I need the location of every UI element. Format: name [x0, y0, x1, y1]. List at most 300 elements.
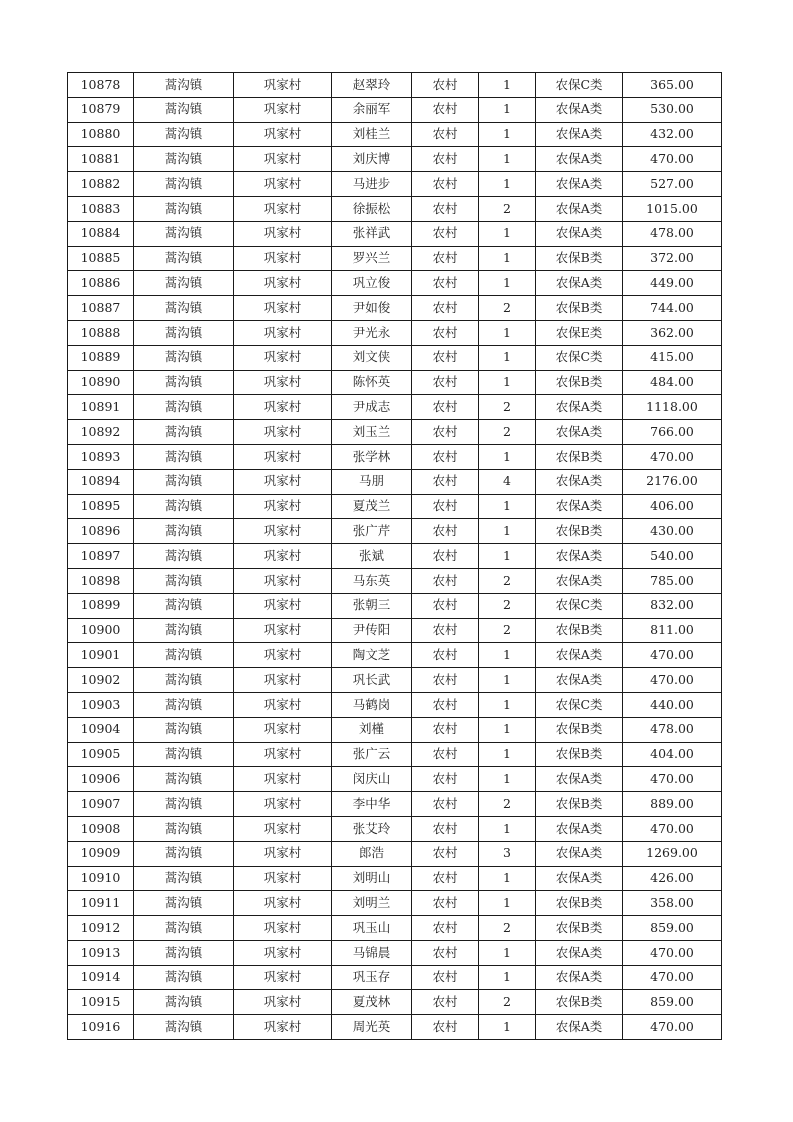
cell-serial-number: 10893 — [68, 444, 134, 469]
cell-insurance-category: 农保A类 — [536, 1015, 623, 1040]
cell-town: 蒿沟镇 — [134, 916, 234, 941]
cell-member-count: 1 — [479, 271, 536, 296]
cell-serial-number: 10905 — [68, 742, 134, 767]
cell-name: 巩长武 — [332, 668, 412, 693]
cell-member-count: 1 — [479, 494, 536, 519]
cell-member-count: 1 — [479, 97, 536, 122]
cell-village: 巩家村 — [234, 246, 332, 271]
cell-insurance-category: 农保A类 — [536, 494, 623, 519]
table-row — [68, 916, 722, 941]
cell-member-count: 2 — [479, 196, 536, 221]
table-row — [68, 122, 722, 147]
cell-amount: 527.00 — [623, 172, 722, 197]
cell-amount: 406.00 — [623, 494, 722, 519]
cell-household-type: 农村 — [412, 73, 479, 98]
table-row — [68, 395, 722, 420]
cell-member-count: 1 — [479, 544, 536, 569]
cell-household-type: 农村 — [412, 494, 479, 519]
cell-insurance-category: 农保B类 — [536, 618, 623, 643]
cell-name: 尹传阳 — [332, 618, 412, 643]
cell-name: 刘文侠 — [332, 345, 412, 370]
cell-name: 夏茂林 — [332, 990, 412, 1015]
cell-household-type: 农村 — [412, 866, 479, 891]
cell-insurance-category: 农保B类 — [536, 246, 623, 271]
cell-member-count: 1 — [479, 767, 536, 792]
cell-village: 巩家村 — [234, 668, 332, 693]
cell-household-type: 农村 — [412, 469, 479, 494]
cell-member-count: 2 — [479, 593, 536, 618]
cell-name: 刘庆博 — [332, 147, 412, 172]
cell-household-type: 农村 — [412, 370, 479, 395]
cell-member-count: 2 — [479, 916, 536, 941]
cell-amount: 470.00 — [623, 965, 722, 990]
cell-village: 巩家村 — [234, 940, 332, 965]
cell-town: 蒿沟镇 — [134, 196, 234, 221]
cell-household-type: 农村 — [412, 122, 479, 147]
cell-serial-number: 10883 — [68, 196, 134, 221]
cell-name: 余丽军 — [332, 97, 412, 122]
cell-serial-number: 10908 — [68, 816, 134, 841]
cell-insurance-category: 农保B类 — [536, 742, 623, 767]
cell-insurance-category: 农保B类 — [536, 916, 623, 941]
cell-village: 巩家村 — [234, 221, 332, 246]
cell-household-type: 农村 — [412, 395, 479, 420]
cell-member-count: 1 — [479, 320, 536, 345]
cell-town: 蒿沟镇 — [134, 891, 234, 916]
cell-amount: 362.00 — [623, 320, 722, 345]
cell-household-type: 农村 — [412, 891, 479, 916]
cell-amount: 1118.00 — [623, 395, 722, 420]
cell-name: 张学林 — [332, 444, 412, 469]
table-row — [68, 940, 722, 965]
table-row — [68, 618, 722, 643]
cell-amount: 478.00 — [623, 717, 722, 742]
cell-member-count: 1 — [479, 172, 536, 197]
cell-amount: 470.00 — [623, 940, 722, 965]
cell-amount: 484.00 — [623, 370, 722, 395]
cell-member-count: 4 — [479, 469, 536, 494]
cell-member-count: 3 — [479, 841, 536, 866]
cell-serial-number: 10881 — [68, 147, 134, 172]
cell-village: 巩家村 — [234, 494, 332, 519]
cell-household-type: 农村 — [412, 320, 479, 345]
cell-village: 巩家村 — [234, 469, 332, 494]
cell-insurance-category: 农保B类 — [536, 717, 623, 742]
cell-serial-number: 10888 — [68, 320, 134, 345]
cell-amount: 859.00 — [623, 990, 722, 1015]
cell-village: 巩家村 — [234, 643, 332, 668]
cell-village: 巩家村 — [234, 395, 332, 420]
table-row — [68, 816, 722, 841]
cell-household-type: 农村 — [412, 965, 479, 990]
cell-insurance-category: 农保A类 — [536, 122, 623, 147]
table-row — [68, 246, 722, 271]
cell-insurance-category: 农保B类 — [536, 370, 623, 395]
cell-member-count: 1 — [479, 891, 536, 916]
cell-serial-number: 10910 — [68, 866, 134, 891]
cell-insurance-category: 农保A类 — [536, 841, 623, 866]
cell-amount: 470.00 — [623, 668, 722, 693]
cell-village: 巩家村 — [234, 97, 332, 122]
cell-town: 蒿沟镇 — [134, 866, 234, 891]
cell-member-count: 1 — [479, 643, 536, 668]
cell-serial-number: 10913 — [68, 940, 134, 965]
cell-town: 蒿沟镇 — [134, 73, 234, 98]
cell-insurance-category: 农保B类 — [536, 990, 623, 1015]
cell-name: 巩玉存 — [332, 965, 412, 990]
cell-town: 蒿沟镇 — [134, 246, 234, 271]
cell-household-type: 农村 — [412, 916, 479, 941]
cell-serial-number: 10884 — [68, 221, 134, 246]
cell-household-type: 农村 — [412, 593, 479, 618]
table-row — [68, 891, 722, 916]
cell-village: 巩家村 — [234, 320, 332, 345]
cell-town: 蒿沟镇 — [134, 122, 234, 147]
cell-household-type: 农村 — [412, 444, 479, 469]
cell-amount: 766.00 — [623, 420, 722, 445]
cell-village: 巩家村 — [234, 692, 332, 717]
cell-name: 马鹤岗 — [332, 692, 412, 717]
cell-insurance-category: 农保C类 — [536, 345, 623, 370]
cell-name: 徐振松 — [332, 196, 412, 221]
cell-village: 巩家村 — [234, 792, 332, 817]
cell-serial-number: 10878 — [68, 73, 134, 98]
cell-insurance-category: 农保B类 — [536, 792, 623, 817]
cell-insurance-category: 农保B类 — [536, 444, 623, 469]
cell-member-count: 2 — [479, 618, 536, 643]
cell-amount: 540.00 — [623, 544, 722, 569]
cell-insurance-category: 农保A类 — [536, 221, 623, 246]
cell-town: 蒿沟镇 — [134, 469, 234, 494]
cell-amount: 470.00 — [623, 1015, 722, 1040]
cell-town: 蒿沟镇 — [134, 320, 234, 345]
cell-insurance-category: 农保C类 — [536, 593, 623, 618]
cell-household-type: 农村 — [412, 940, 479, 965]
cell-village: 巩家村 — [234, 990, 332, 1015]
cell-village: 巩家村 — [234, 73, 332, 98]
cell-insurance-category: 农保A类 — [536, 271, 623, 296]
cell-amount: 2176.00 — [623, 469, 722, 494]
cell-household-type: 农村 — [412, 742, 479, 767]
table-row — [68, 172, 722, 197]
cell-member-count: 1 — [479, 444, 536, 469]
cell-name: 马东英 — [332, 568, 412, 593]
cell-village: 巩家村 — [234, 717, 332, 742]
cell-village: 巩家村 — [234, 444, 332, 469]
cell-amount: 744.00 — [623, 296, 722, 321]
cell-insurance-category: 农保A类 — [536, 568, 623, 593]
cell-member-count: 1 — [479, 73, 536, 98]
cell-amount: 470.00 — [623, 816, 722, 841]
cell-name: 巩立俊 — [332, 271, 412, 296]
cell-town: 蒿沟镇 — [134, 692, 234, 717]
cell-serial-number: 10901 — [68, 643, 134, 668]
cell-amount: 470.00 — [623, 444, 722, 469]
cell-insurance-category: 农保A类 — [536, 767, 623, 792]
table-row — [68, 717, 722, 742]
cell-town: 蒿沟镇 — [134, 221, 234, 246]
cell-name: 刘玉兰 — [332, 420, 412, 445]
cell-serial-number: 10898 — [68, 568, 134, 593]
cell-member-count: 1 — [479, 866, 536, 891]
table-row — [68, 568, 722, 593]
table-row — [68, 668, 722, 693]
cell-serial-number: 10879 — [68, 97, 134, 122]
cell-town: 蒿沟镇 — [134, 990, 234, 1015]
cell-serial-number: 10892 — [68, 420, 134, 445]
cell-village: 巩家村 — [234, 296, 332, 321]
cell-household-type: 农村 — [412, 816, 479, 841]
cell-member-count: 2 — [479, 990, 536, 1015]
cell-member-count: 1 — [479, 816, 536, 841]
cell-amount: 365.00 — [623, 73, 722, 98]
cell-household-type: 农村 — [412, 420, 479, 445]
table-row — [68, 519, 722, 544]
cell-serial-number: 10886 — [68, 271, 134, 296]
cell-member-count: 1 — [479, 246, 536, 271]
cell-household-type: 农村 — [412, 767, 479, 792]
cell-serial-number: 10891 — [68, 395, 134, 420]
table-row — [68, 221, 722, 246]
cell-village: 巩家村 — [234, 196, 332, 221]
cell-village: 巩家村 — [234, 544, 332, 569]
cell-town: 蒿沟镇 — [134, 296, 234, 321]
cell-village: 巩家村 — [234, 568, 332, 593]
cell-insurance-category: 农保A类 — [536, 172, 623, 197]
cell-serial-number: 10915 — [68, 990, 134, 1015]
roster-table — [67, 72, 722, 1040]
cell-town: 蒿沟镇 — [134, 370, 234, 395]
cell-insurance-category: 农保C类 — [536, 73, 623, 98]
cell-insurance-category: 农保A类 — [536, 643, 623, 668]
cell-town: 蒿沟镇 — [134, 940, 234, 965]
cell-household-type: 农村 — [412, 271, 479, 296]
cell-household-type: 农村 — [412, 568, 479, 593]
cell-serial-number: 10911 — [68, 891, 134, 916]
cell-name: 刘明兰 — [332, 891, 412, 916]
table-row — [68, 494, 722, 519]
table-row — [68, 73, 722, 98]
cell-household-type: 农村 — [412, 221, 479, 246]
table-row — [68, 296, 722, 321]
cell-serial-number: 10906 — [68, 767, 134, 792]
cell-name: 尹如俊 — [332, 296, 412, 321]
cell-member-count: 1 — [479, 1015, 536, 1040]
cell-town: 蒿沟镇 — [134, 643, 234, 668]
cell-village: 巩家村 — [234, 742, 332, 767]
cell-household-type: 农村 — [412, 841, 479, 866]
cell-insurance-category: 农保A类 — [536, 965, 623, 990]
cell-member-count: 2 — [479, 792, 536, 817]
cell-town: 蒿沟镇 — [134, 767, 234, 792]
cell-village: 巩家村 — [234, 593, 332, 618]
cell-member-count: 2 — [479, 568, 536, 593]
cell-amount: 859.00 — [623, 916, 722, 941]
cell-name: 张祥武 — [332, 221, 412, 246]
cell-town: 蒿沟镇 — [134, 593, 234, 618]
table-row — [68, 866, 722, 891]
cell-name: 张朝三 — [332, 593, 412, 618]
cell-insurance-category: 农保A类 — [536, 469, 623, 494]
cell-amount: 889.00 — [623, 792, 722, 817]
table-row — [68, 544, 722, 569]
cell-insurance-category: 农保A类 — [536, 395, 623, 420]
cell-serial-number: 10914 — [68, 965, 134, 990]
cell-name: 马进步 — [332, 172, 412, 197]
cell-serial-number: 10902 — [68, 668, 134, 693]
cell-serial-number: 10897 — [68, 544, 134, 569]
cell-household-type: 农村 — [412, 345, 479, 370]
cell-name: 马朋 — [332, 469, 412, 494]
cell-household-type: 农村 — [412, 792, 479, 817]
cell-amount: 440.00 — [623, 692, 722, 717]
cell-insurance-category: 农保A类 — [536, 97, 623, 122]
cell-serial-number: 10916 — [68, 1015, 134, 1040]
cell-serial-number: 10904 — [68, 717, 134, 742]
table-row — [68, 320, 722, 345]
table-row — [68, 147, 722, 172]
table-row — [68, 370, 722, 395]
cell-town: 蒿沟镇 — [134, 1015, 234, 1040]
cell-amount: 530.00 — [623, 97, 722, 122]
table-row — [68, 97, 722, 122]
table-row — [68, 692, 722, 717]
cell-town: 蒿沟镇 — [134, 668, 234, 693]
table-row — [68, 420, 722, 445]
table-row — [68, 792, 722, 817]
cell-name: 郎浩 — [332, 841, 412, 866]
cell-town: 蒿沟镇 — [134, 519, 234, 544]
cell-amount: 811.00 — [623, 618, 722, 643]
table-row — [68, 841, 722, 866]
cell-serial-number: 10896 — [68, 519, 134, 544]
cell-serial-number: 10887 — [68, 296, 134, 321]
cell-amount: 449.00 — [623, 271, 722, 296]
cell-town: 蒿沟镇 — [134, 444, 234, 469]
cell-member-count: 1 — [479, 965, 536, 990]
cell-town: 蒿沟镇 — [134, 841, 234, 866]
cell-amount: 426.00 — [623, 866, 722, 891]
cell-village: 巩家村 — [234, 147, 332, 172]
cell-insurance-category: 农保E类 — [536, 320, 623, 345]
cell-town: 蒿沟镇 — [134, 792, 234, 817]
cell-town: 蒿沟镇 — [134, 97, 234, 122]
cell-serial-number: 10907 — [68, 792, 134, 817]
cell-member-count: 2 — [479, 395, 536, 420]
cell-household-type: 农村 — [412, 618, 479, 643]
cell-serial-number: 10909 — [68, 841, 134, 866]
cell-name: 尹光永 — [332, 320, 412, 345]
cell-town: 蒿沟镇 — [134, 345, 234, 370]
cell-village: 巩家村 — [234, 370, 332, 395]
cell-serial-number: 10903 — [68, 692, 134, 717]
cell-name: 张广芹 — [332, 519, 412, 544]
cell-name: 罗兴兰 — [332, 246, 412, 271]
cell-town: 蒿沟镇 — [134, 147, 234, 172]
cell-amount: 470.00 — [623, 147, 722, 172]
cell-serial-number: 10882 — [68, 172, 134, 197]
cell-insurance-category: 农保A类 — [536, 668, 623, 693]
cell-household-type: 农村 — [412, 692, 479, 717]
cell-town: 蒿沟镇 — [134, 618, 234, 643]
table-row — [68, 469, 722, 494]
cell-insurance-category: 农保A类 — [536, 940, 623, 965]
cell-insurance-category: 农保A类 — [536, 196, 623, 221]
cell-village: 巩家村 — [234, 618, 332, 643]
cell-name: 陶文芝 — [332, 643, 412, 668]
cell-household-type: 农村 — [412, 717, 479, 742]
cell-household-type: 农村 — [412, 1015, 479, 1040]
cell-town: 蒿沟镇 — [134, 395, 234, 420]
cell-amount: 785.00 — [623, 568, 722, 593]
cell-member-count: 1 — [479, 122, 536, 147]
cell-town: 蒿沟镇 — [134, 271, 234, 296]
cell-amount: 404.00 — [623, 742, 722, 767]
cell-name: 张广云 — [332, 742, 412, 767]
table-row — [68, 767, 722, 792]
cell-name: 张斌 — [332, 544, 412, 569]
cell-amount: 470.00 — [623, 767, 722, 792]
cell-village: 巩家村 — [234, 271, 332, 296]
cell-town: 蒿沟镇 — [134, 544, 234, 569]
cell-insurance-category: 农保B类 — [536, 519, 623, 544]
cell-household-type: 农村 — [412, 519, 479, 544]
cell-amount: 432.00 — [623, 122, 722, 147]
table-row — [68, 1015, 722, 1040]
cell-insurance-category: 农保B类 — [536, 891, 623, 916]
table-row — [68, 593, 722, 618]
cell-village: 巩家村 — [234, 172, 332, 197]
cell-amount: 1269.00 — [623, 841, 722, 866]
cell-insurance-category: 农保A类 — [536, 420, 623, 445]
cell-name: 周光英 — [332, 1015, 412, 1040]
cell-member-count: 1 — [479, 940, 536, 965]
cell-village: 巩家村 — [234, 519, 332, 544]
cell-serial-number: 10890 — [68, 370, 134, 395]
cell-insurance-category: 农保A类 — [536, 147, 623, 172]
cell-household-type: 农村 — [412, 296, 479, 321]
cell-name: 赵翠玲 — [332, 73, 412, 98]
cell-name: 陈怀英 — [332, 370, 412, 395]
cell-insurance-category: 农保A类 — [536, 866, 623, 891]
table-row — [68, 444, 722, 469]
cell-name: 巩玉山 — [332, 916, 412, 941]
cell-name: 夏茂兰 — [332, 494, 412, 519]
cell-amount: 470.00 — [623, 643, 722, 668]
table-row — [68, 990, 722, 1015]
roster-table-body — [68, 73, 722, 1040]
cell-insurance-category: 农保A类 — [536, 544, 623, 569]
cell-village: 巩家村 — [234, 841, 332, 866]
table-row — [68, 742, 722, 767]
cell-village: 巩家村 — [234, 891, 332, 916]
cell-town: 蒿沟镇 — [134, 172, 234, 197]
cell-member-count: 1 — [479, 519, 536, 544]
cell-member-count: 1 — [479, 345, 536, 370]
cell-serial-number: 10912 — [68, 916, 134, 941]
cell-member-count: 1 — [479, 370, 536, 395]
cell-member-count: 1 — [479, 221, 536, 246]
cell-village: 巩家村 — [234, 965, 332, 990]
cell-insurance-category: 农保C类 — [536, 692, 623, 717]
cell-amount: 1015.00 — [623, 196, 722, 221]
cell-household-type: 农村 — [412, 544, 479, 569]
table-row — [68, 965, 722, 990]
table-row — [68, 196, 722, 221]
cell-name: 张艾玲 — [332, 816, 412, 841]
cell-town: 蒿沟镇 — [134, 717, 234, 742]
cell-name: 闵庆山 — [332, 767, 412, 792]
